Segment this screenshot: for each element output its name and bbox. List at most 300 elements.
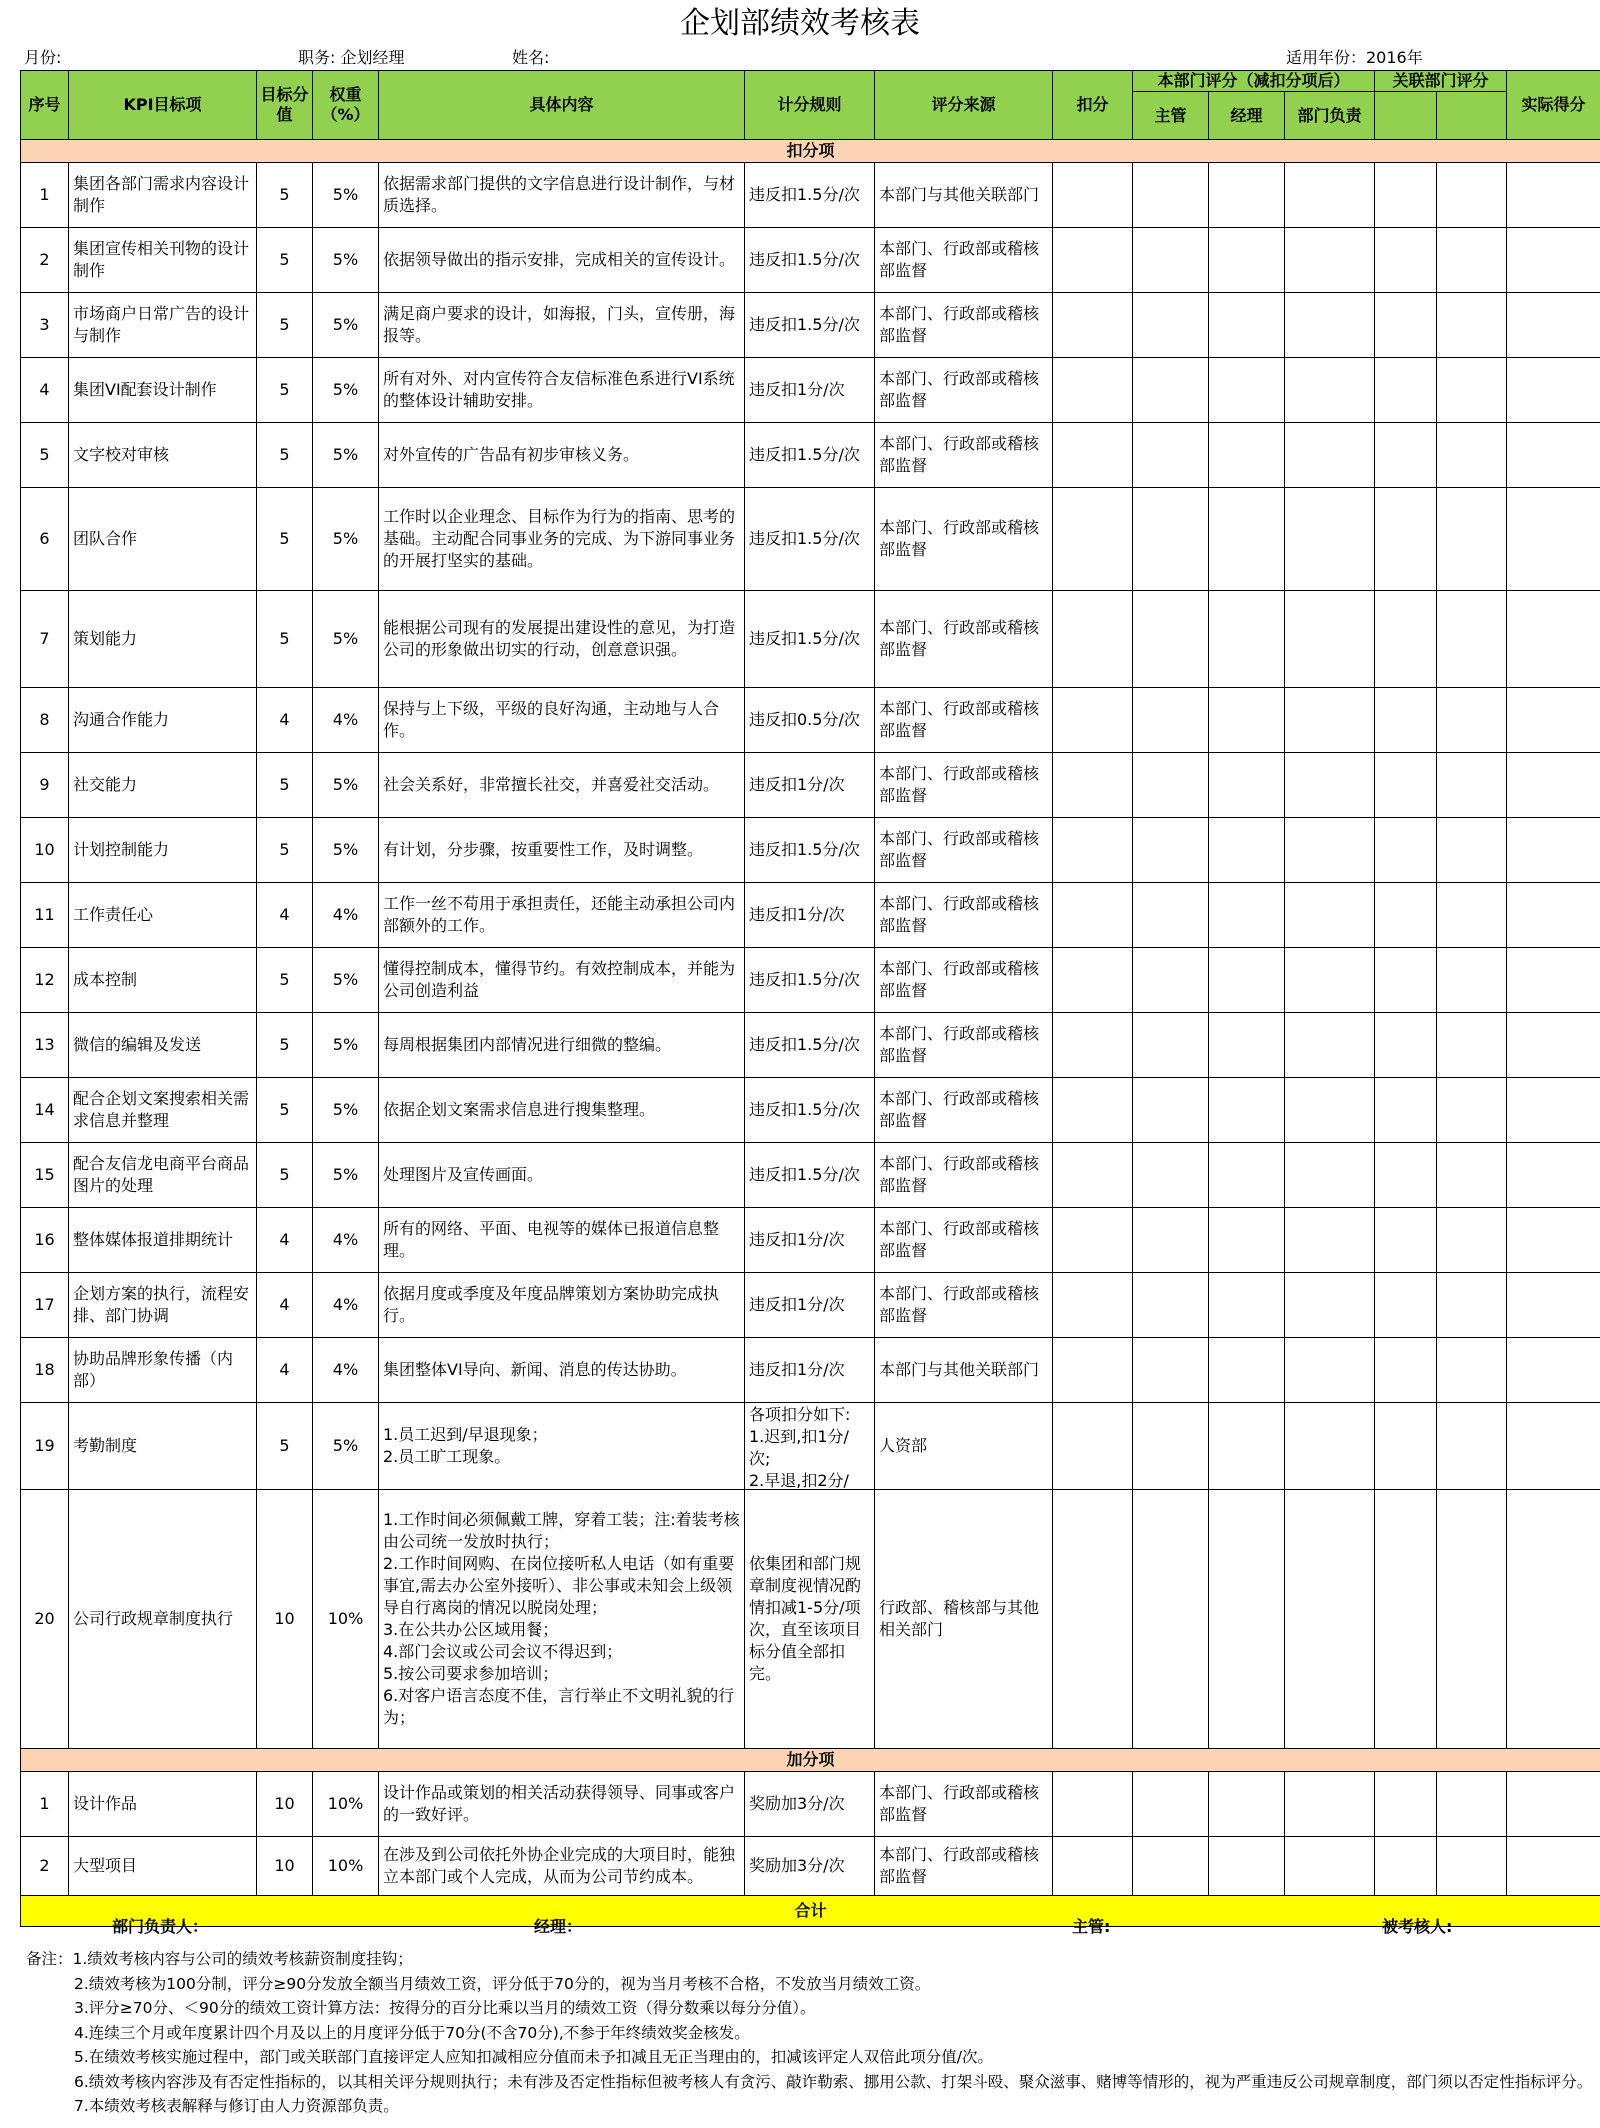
row-target (257, 1208, 313, 1273)
row-seq-text: 14 (34, 1100, 55, 1119)
row-target (257, 688, 313, 753)
row-source-text: 本部门、行政部或稽核部监督 (879, 1154, 1040, 1195)
row-weight (313, 591, 379, 688)
row-seq-text: 13 (34, 1035, 55, 1054)
score-cell[interactable] (1375, 818, 1437, 883)
score-cell[interactable] (1285, 1772, 1375, 1837)
row-target-text: 10 (274, 1609, 295, 1628)
score-cell[interactable] (1133, 1338, 1209, 1403)
score-cell[interactable] (1053, 753, 1133, 818)
header-manager: 经理 (1209, 92, 1285, 140)
row-content-text: 设计作品或策划的相关活动获得领导、同事或客户的一致好评。 (383, 1783, 736, 1824)
row-target (257, 591, 313, 688)
score-cell[interactable] (1375, 293, 1437, 358)
row-seq (21, 753, 69, 818)
row-kpi-text: 计划控制能力 (73, 840, 170, 859)
row-source-text: 本部门、行政部或稽核部监督 (879, 959, 1040, 1000)
row-weight-text: 4% (332, 1295, 359, 1314)
score-cell[interactable] (1437, 293, 1507, 358)
score-cell[interactable] (1507, 358, 1600, 423)
row-weight (313, 1338, 379, 1403)
note-7: 7.本绩效考核表解释与修订由人力资源部负责。 (74, 2097, 399, 2115)
score-cell[interactable] (1133, 1013, 1209, 1078)
score-cell[interactable] (1209, 293, 1285, 358)
score-cell[interactable] (1507, 818, 1600, 883)
score-cell[interactable] (1053, 293, 1133, 358)
row-source (875, 1143, 1053, 1208)
row-content-text: 工作时以企业理念、目标作为行为的指南、思考的基础。主动配合同事业务的完成、为下游同事业务的开展打坚实的基础。 (383, 507, 736, 570)
row-rule (745, 293, 875, 358)
score-cell[interactable] (1209, 1837, 1285, 1896)
row-source (875, 228, 1053, 293)
score-cell[interactable] (1133, 591, 1209, 688)
row-rule-text: 违反扣1分/次 (749, 1295, 845, 1314)
score-cell[interactable] (1507, 883, 1600, 948)
score-cell[interactable] (1133, 358, 1209, 423)
score-cell[interactable] (1285, 1273, 1375, 1338)
score-cell[interactable] (1209, 1078, 1285, 1143)
row-seq-text: 6 (39, 529, 50, 548)
table-row (21, 1208, 1600, 1273)
row-content-text: 满足商户要求的设计，如海报，门头，宣传册，海报等。 (383, 304, 736, 345)
row-target-text: 4 (279, 905, 290, 924)
score-cell[interactable] (1437, 1490, 1507, 1749)
row-rule (745, 948, 875, 1013)
score-cell[interactable] (1507, 293, 1600, 358)
score-cell[interactable] (1507, 1403, 1600, 1490)
row-rule-text: 违反扣1.5分/次 (749, 629, 860, 648)
score-cell[interactable] (1437, 1837, 1507, 1896)
row-seq-text: 4 (39, 380, 50, 399)
score-cell[interactable] (1053, 883, 1133, 948)
score-cell[interactable] (1437, 818, 1507, 883)
row-target-text: 5 (279, 185, 290, 204)
score-cell[interactable] (1209, 358, 1285, 423)
row-source-text: 本部门、行政部或稽核部监督 (879, 1219, 1040, 1260)
row-content-text: 工作一丝不苟用于承担责任，还能主动承担公司内部额外的工作。 (383, 894, 736, 935)
row-kpi (69, 1273, 257, 1338)
score-cell[interactable] (1133, 688, 1209, 753)
score-cell[interactable] (1285, 423, 1375, 488)
row-seq-text: 16 (34, 1230, 55, 1249)
row-content-text: 1.工作时间必须佩戴工牌，穿着工装；注:着装考核由公司统一发放时执行； 2.工作时间网购、在岗位接听私人电话（如有重要事宜,需去办公室外接听）、非公事或未知会上级领导自行离岗的情况以脱岗处理； 3.在公共办公区域用餐； 4.部门会议或公司会议不得迟到； 5.按公司要求参加培训； 6.对客户语言态度不佳，言行举止不文明礼貌的行为； (383, 1510, 740, 1727)
score-cell[interactable] (1053, 1772, 1133, 1837)
row-weight-text: 5% (332, 1035, 359, 1054)
score-cell[interactable] (1133, 883, 1209, 948)
score-cell[interactable] (1133, 488, 1209, 591)
row-kpi (69, 293, 257, 358)
row-rule (745, 1403, 875, 1490)
row-seq (21, 423, 69, 488)
score-cell[interactable] (1437, 228, 1507, 293)
row-seq (21, 228, 69, 293)
row-weight-text: 4% (332, 1230, 359, 1249)
row-weight (313, 818, 379, 883)
score-cell[interactable] (1209, 1208, 1285, 1273)
row-source-text: 本部门、行政部或稽核部监督 (879, 304, 1040, 345)
score-cell[interactable] (1437, 1338, 1507, 1403)
score-cell[interactable] (1133, 163, 1209, 228)
score-cell[interactable] (1285, 1078, 1375, 1143)
score-cell[interactable] (1053, 1837, 1133, 1896)
row-kpi (69, 228, 257, 293)
row-target-text: 5 (279, 1035, 290, 1054)
row-rule-text: 违反扣1.5分/次 (749, 315, 860, 334)
score-cell[interactable] (1285, 228, 1375, 293)
score-cell[interactable] (1507, 1078, 1600, 1143)
score-cell[interactable] (1053, 1208, 1133, 1273)
row-weight-text: 5% (332, 250, 359, 269)
row-seq (21, 818, 69, 883)
row-source-text: 本部门与其他关联部门 (879, 185, 1040, 204)
score-cell[interactable] (1133, 293, 1209, 358)
score-cell[interactable] (1053, 423, 1133, 488)
row-kpi (69, 1013, 257, 1078)
score-cell[interactable] (1507, 1837, 1600, 1896)
score-cell[interactable] (1053, 163, 1133, 228)
row-target (257, 1143, 313, 1208)
table-row (21, 293, 1600, 358)
row-weight-text: 5% (332, 1100, 359, 1119)
score-cell[interactable] (1209, 948, 1285, 1013)
row-kpi-text: 企划方案的执行，流程安排、部门协调 (73, 1284, 250, 1325)
score-cell[interactable] (1285, 818, 1375, 883)
row-weight (313, 1837, 379, 1896)
row-kpi-text: 集团宣传相关刊物的设计制作 (73, 239, 250, 280)
score-cell[interactable] (1507, 228, 1600, 293)
sign-dept-head: 部门负责人： (112, 1917, 209, 1936)
header-source: 评分来源 (875, 71, 1053, 140)
row-content (379, 1078, 745, 1143)
row-weight-text: 5% (332, 840, 359, 859)
row-weight-text: 5% (332, 185, 359, 204)
row-rule (745, 591, 875, 688)
score-cell[interactable] (1285, 163, 1375, 228)
row-target-text: 5 (279, 775, 290, 794)
score-cell[interactable] (1285, 488, 1375, 591)
score-cell[interactable] (1133, 1490, 1209, 1749)
table-row (21, 1273, 1600, 1338)
score-cell[interactable] (1375, 1078, 1437, 1143)
row-kpi-text: 社交能力 (73, 775, 138, 794)
score-cell[interactable] (1133, 1837, 1209, 1896)
score-cell[interactable] (1375, 1013, 1437, 1078)
row-content (379, 591, 745, 688)
row-content (379, 1837, 745, 1896)
row-weight (313, 1143, 379, 1208)
row-content-text: 能根据公司现有的发展提出建设性的意见，为打造公司的形象做出切实的行动，创意意识强。 (383, 618, 736, 659)
score-cell[interactable] (1437, 1273, 1507, 1338)
score-cell[interactable] (1507, 488, 1600, 591)
score-cell[interactable] (1209, 1490, 1285, 1749)
row-source-text: 本部门、行政部或稽核部监督 (879, 1089, 1040, 1130)
score-cell[interactable] (1507, 1490, 1600, 1749)
row-seq-text: 11 (34, 905, 55, 924)
row-rule (745, 423, 875, 488)
score-cell[interactable] (1053, 228, 1133, 293)
row-rule-text: 违反扣1.5分/次 (749, 1100, 860, 1119)
score-cell[interactable] (1133, 948, 1209, 1013)
row-source-text: 本部门、行政部或稽核部监督 (879, 239, 1040, 280)
table-row (21, 423, 1600, 488)
score-cell[interactable] (1285, 753, 1375, 818)
row-content (379, 1490, 745, 1749)
score-cell[interactable] (1437, 591, 1507, 688)
score-cell[interactable] (1507, 948, 1600, 1013)
row-weight-text: 5% (332, 1165, 359, 1184)
score-cell[interactable] (1053, 1403, 1133, 1490)
score-cell[interactable] (1209, 1772, 1285, 1837)
table-row (21, 591, 1600, 688)
row-kpi-text: 配合友信龙电商平台商品图片的处理 (73, 1154, 250, 1195)
row-kpi (69, 1490, 257, 1749)
row-target (257, 488, 313, 591)
table-row (21, 688, 1600, 753)
row-kpi-text: 大型项目 (73, 1856, 138, 1875)
row-target-text: 5 (279, 840, 290, 859)
score-cell[interactable] (1437, 358, 1507, 423)
score-cell[interactable] (1285, 948, 1375, 1013)
score-cell[interactable] (1507, 591, 1600, 688)
row-seq-text: 7 (39, 629, 50, 648)
score-cell[interactable] (1133, 818, 1209, 883)
row-source (875, 293, 1053, 358)
score-cell[interactable] (1209, 228, 1285, 293)
row-source (875, 948, 1053, 1013)
row-target (257, 358, 313, 423)
score-cell[interactable] (1437, 163, 1507, 228)
score-cell[interactable] (1285, 1013, 1375, 1078)
table-row (21, 1078, 1600, 1143)
score-cell[interactable] (1375, 591, 1437, 688)
score-cell[interactable] (1285, 883, 1375, 948)
score-cell[interactable] (1507, 1013, 1600, 1078)
score-cell[interactable] (1133, 1273, 1209, 1338)
score-cell[interactable] (1285, 358, 1375, 423)
score-cell[interactable] (1507, 1143, 1600, 1208)
row-content-text: 依据领导做出的指示安排，完成相关的宣传设计。 (383, 250, 736, 269)
row-source-text: 人资部 (879, 1436, 928, 1455)
score-cell[interactable] (1053, 948, 1133, 1013)
score-cell[interactable] (1375, 1403, 1437, 1490)
score-cell[interactable] (1285, 1403, 1375, 1490)
score-cell[interactable] (1437, 883, 1507, 948)
score-cell[interactable] (1375, 358, 1437, 423)
row-content-text: 所有的网络、平面、电视等的媒体已报道信息整理。 (383, 1219, 720, 1260)
score-cell[interactable] (1437, 1208, 1507, 1273)
header-seq: 序号 (21, 71, 69, 140)
row-kpi-text: 整体媒体报道排期统计 (73, 1230, 234, 1249)
score-cell[interactable] (1285, 1338, 1375, 1403)
score-cell[interactable] (1507, 1338, 1600, 1403)
row-rule-text: 奖励加3分/次 (749, 1794, 845, 1813)
row-kpi-text: 文字校对审核 (73, 445, 170, 464)
row-rule (745, 753, 875, 818)
score-cell[interactable] (1053, 1490, 1133, 1749)
row-weight (313, 228, 379, 293)
score-cell[interactable] (1375, 1772, 1437, 1837)
score-cell[interactable] (1133, 228, 1209, 293)
score-cell[interactable] (1209, 591, 1285, 688)
row-seq-text: 1 (39, 1794, 50, 1813)
row-kpi (69, 163, 257, 228)
score-cell[interactable] (1437, 753, 1507, 818)
row-seq (21, 1490, 69, 1749)
row-target (257, 228, 313, 293)
score-cell[interactable] (1375, 883, 1437, 948)
score-cell[interactable] (1375, 1338, 1437, 1403)
row-rule-text: 违反扣1.5分/次 (749, 445, 860, 464)
score-cell[interactable] (1133, 753, 1209, 818)
score-cell[interactable] (1209, 688, 1285, 753)
score-cell[interactable] (1437, 488, 1507, 591)
score-cell[interactable] (1285, 591, 1375, 688)
score-cell[interactable] (1053, 1338, 1133, 1403)
row-rule (745, 1013, 875, 1078)
score-cell[interactable] (1375, 163, 1437, 228)
row-target-text: 4 (279, 710, 290, 729)
row-content-text: 每周根据集团内部情况进行细微的整编。 (383, 1035, 672, 1054)
row-target-text: 5 (279, 380, 290, 399)
score-cell[interactable] (1437, 1772, 1507, 1837)
score-cell[interactable] (1133, 1143, 1209, 1208)
row-kpi-text: 成本控制 (73, 970, 138, 989)
row-rule-text: 违反扣1分/次 (749, 1230, 845, 1249)
score-cell[interactable] (1209, 753, 1285, 818)
score-cell[interactable] (1053, 1143, 1133, 1208)
score-cell[interactable] (1285, 293, 1375, 358)
score-cell[interactable] (1133, 1078, 1209, 1143)
score-cell[interactable] (1209, 423, 1285, 488)
score-cell[interactable] (1285, 1490, 1375, 1749)
row-source (875, 1273, 1053, 1338)
header-deduct: 扣分 (1053, 71, 1133, 140)
score-cell[interactable] (1133, 1403, 1209, 1490)
score-cell[interactable] (1285, 1143, 1375, 1208)
row-kpi (69, 1208, 257, 1273)
score-cell[interactable] (1209, 818, 1285, 883)
row-content (379, 818, 745, 883)
row-seq (21, 883, 69, 948)
row-kpi (69, 591, 257, 688)
row-content-text: 在涉及到公司依托外协企业完成的大项目时，能独立本部门或个人完成，从而为公司节约成本。 (383, 1845, 736, 1886)
row-content-text: 保持与上下级，平级的良好沟通，主动地与人合作。 (383, 699, 720, 740)
score-cell[interactable] (1507, 1208, 1600, 1273)
score-cell[interactable] (1209, 1403, 1285, 1490)
row-weight-text: 4% (332, 710, 359, 729)
score-cell[interactable] (1375, 1143, 1437, 1208)
score-cell[interactable] (1375, 423, 1437, 488)
row-kpi (69, 818, 257, 883)
row-source (875, 1208, 1053, 1273)
row-source-text: 本部门、行政部或稽核部监督 (879, 1284, 1040, 1325)
row-seq (21, 1772, 69, 1837)
row-kpi (69, 358, 257, 423)
score-cell[interactable] (1133, 1772, 1209, 1837)
score-cell[interactable] (1133, 1208, 1209, 1273)
score-cell[interactable] (1375, 753, 1437, 818)
score-cell[interactable] (1375, 488, 1437, 591)
score-cell[interactable] (1375, 228, 1437, 293)
score-cell[interactable] (1437, 948, 1507, 1013)
score-cell[interactable] (1285, 1208, 1375, 1273)
score-cell[interactable] (1285, 688, 1375, 753)
score-cell[interactable] (1209, 163, 1285, 228)
score-cell[interactable] (1209, 1273, 1285, 1338)
score-cell[interactable] (1507, 1772, 1600, 1837)
row-rule-text: 奖励加3分/次 (749, 1856, 845, 1875)
row-target-text: 4 (279, 1295, 290, 1314)
score-cell[interactable] (1437, 423, 1507, 488)
row-weight-text: 10% (327, 1794, 364, 1813)
row-weight (313, 948, 379, 1013)
score-cell[interactable] (1375, 948, 1437, 1013)
score-cell[interactable] (1209, 1143, 1285, 1208)
score-cell[interactable] (1375, 1837, 1437, 1896)
score-cell[interactable] (1053, 488, 1133, 591)
row-content (379, 1208, 745, 1273)
header-actual: 实际得分 (1507, 71, 1600, 140)
score-cell[interactable] (1375, 1208, 1437, 1273)
month-label: 月份: (24, 48, 62, 67)
score-cell[interactable] (1053, 1013, 1133, 1078)
row-target-text: 5 (279, 1165, 290, 1184)
score-cell[interactable] (1507, 1273, 1600, 1338)
score-cell[interactable] (1507, 423, 1600, 488)
score-cell[interactable] (1507, 688, 1600, 753)
row-source (875, 1013, 1053, 1078)
score-cell[interactable] (1053, 358, 1133, 423)
header-kpi: KPI目标项 (69, 71, 257, 140)
row-rule-text: 违反扣1.5分/次 (749, 1165, 860, 1184)
score-cell[interactable] (1437, 688, 1507, 753)
score-cell[interactable] (1209, 1013, 1285, 1078)
score-cell[interactable] (1209, 883, 1285, 948)
score-cell[interactable] (1375, 688, 1437, 753)
row-seq-text: 5 (39, 445, 50, 464)
row-seq-text: 1 (39, 185, 50, 204)
row-target (257, 163, 313, 228)
score-cell[interactable] (1507, 753, 1600, 818)
row-seq (21, 1078, 69, 1143)
row-rule-text: 违反扣1.5分/次 (749, 1035, 860, 1054)
score-cell[interactable] (1375, 1490, 1437, 1749)
score-cell[interactable] (1053, 591, 1133, 688)
row-kpi-text: 市场商户日常广告的设计与制作 (73, 304, 250, 345)
score-cell[interactable] (1209, 488, 1285, 591)
score-cell[interactable] (1053, 1273, 1133, 1338)
row-source (875, 423, 1053, 488)
score-cell[interactable] (1437, 1078, 1507, 1143)
row-weight (313, 293, 379, 358)
score-cell[interactable] (1437, 1143, 1507, 1208)
score-cell[interactable] (1437, 1013, 1507, 1078)
row-source (875, 1490, 1053, 1749)
header-dept-head: 部门负责 (1285, 92, 1375, 140)
score-cell[interactable] (1375, 1273, 1437, 1338)
score-cell[interactable] (1209, 1338, 1285, 1403)
score-cell[interactable] (1053, 818, 1133, 883)
score-cell[interactable] (1053, 688, 1133, 753)
row-content (379, 293, 745, 358)
score-cell[interactable] (1285, 1837, 1375, 1896)
score-cell[interactable] (1053, 1078, 1133, 1143)
row-source-text: 本部门、行政部或稽核部监督 (879, 1024, 1040, 1065)
score-cell[interactable] (1133, 423, 1209, 488)
score-cell[interactable] (1437, 1403, 1507, 1490)
row-weight-text: 5% (332, 629, 359, 648)
score-cell[interactable] (1507, 163, 1600, 228)
